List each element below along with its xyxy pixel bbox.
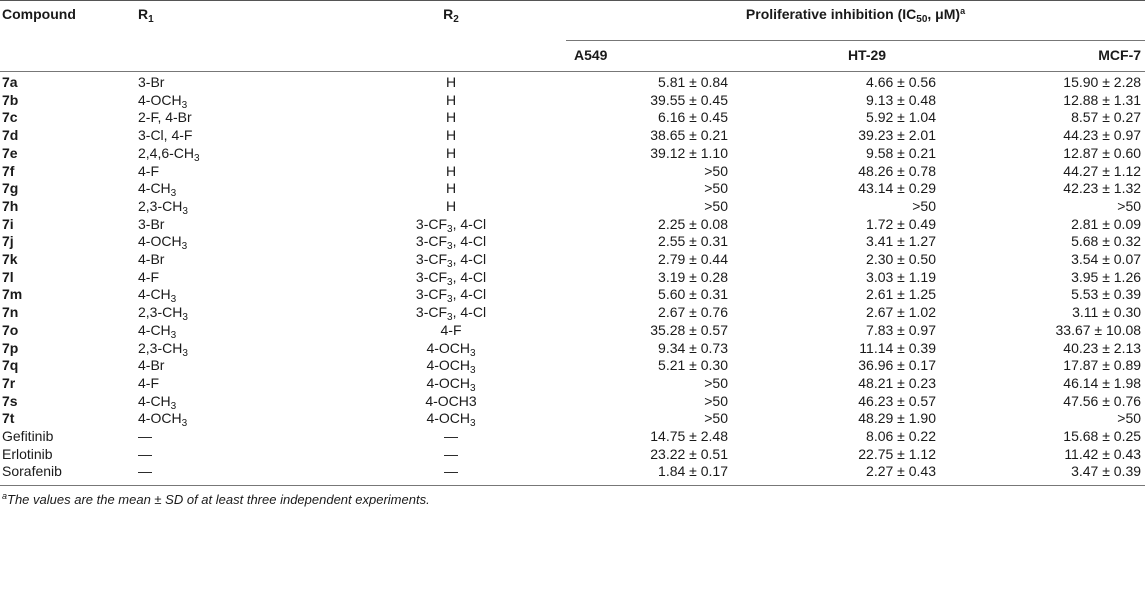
cell-r1 bbox=[136, 109, 336, 127]
cell-r2 bbox=[336, 269, 566, 287]
cell-r1 bbox=[136, 304, 336, 322]
cell-mcf7: 15.68 ± 0.25 bbox=[1063, 428, 1142, 445]
table-row bbox=[0, 72, 1145, 92]
r1-sub: 1 bbox=[148, 14, 154, 25]
r2-text: 3-CF bbox=[415, 233, 448, 250]
cell-r2 bbox=[336, 393, 566, 411]
r1-subscript: 3 bbox=[182, 312, 188, 324]
r1-subscript: 3 bbox=[170, 294, 177, 306]
r1-text: 4-CH bbox=[138, 286, 171, 303]
cell-a549: 9.34 ± 0.73 bbox=[658, 339, 728, 356]
cell-r2 bbox=[336, 233, 566, 251]
cell-mcf7: >50 bbox=[1117, 197, 1142, 214]
cell-r2 bbox=[336, 428, 566, 446]
table-row bbox=[0, 463, 1145, 485]
cell-r1 bbox=[136, 180, 336, 198]
r1-text: 2,3-CH bbox=[138, 339, 183, 356]
table-row bbox=[0, 92, 1145, 110]
cell-compound: 7b bbox=[2, 91, 19, 108]
table-row bbox=[0, 340, 1145, 358]
table-row bbox=[0, 446, 1145, 464]
cell-mcf7: 44.27 ± 1.12 bbox=[1063, 162, 1142, 179]
r2-text: 4-F bbox=[440, 321, 462, 338]
cell-r1 bbox=[136, 322, 336, 340]
cell-ht29: 3.41 ± 1.27 bbox=[866, 233, 936, 250]
cell-mcf7: 5.68 ± 0.32 bbox=[1071, 233, 1142, 250]
r2-text: , 4-Cl bbox=[452, 268, 487, 285]
cell-a549: >50 bbox=[704, 197, 728, 214]
cell-ht29: 48.26 ± 0.78 bbox=[858, 162, 936, 179]
cell-a549: >50 bbox=[704, 410, 728, 427]
table-row bbox=[0, 233, 1145, 251]
table-footnote bbox=[0, 492, 1145, 507]
cell-compound: Erlotinib bbox=[2, 445, 53, 462]
cell-r2 bbox=[336, 72, 566, 92]
table-row bbox=[0, 145, 1145, 163]
table-row bbox=[0, 322, 1145, 340]
cell-compound: 7t bbox=[2, 410, 15, 427]
r2-text: , 4-Cl bbox=[452, 286, 487, 303]
table-row bbox=[0, 180, 1145, 198]
r2-text: 3-CF bbox=[415, 304, 448, 321]
cell-compound: 7r bbox=[2, 374, 16, 391]
r1-text: 2,4,6-CH bbox=[138, 144, 195, 161]
cell-r2 bbox=[336, 304, 566, 322]
r2-subscript: 3 bbox=[447, 294, 453, 306]
r2-text: 4-OCH3 bbox=[425, 392, 477, 409]
cell-mcf7: >50 bbox=[1117, 410, 1142, 427]
cell-mcf7: 3.95 ± 1.26 bbox=[1071, 268, 1142, 285]
table-header bbox=[0, 1, 1145, 72]
r1-text: 4-CH bbox=[138, 321, 171, 338]
cell-r1 bbox=[136, 145, 336, 163]
cell-ht29: 48.21 ± 0.23 bbox=[858, 374, 936, 391]
cell-r2 bbox=[336, 163, 566, 181]
cell-r2 bbox=[336, 322, 566, 340]
r1-text: 4-OCH bbox=[138, 410, 182, 427]
r1-text: 4-CH bbox=[138, 180, 171, 197]
cell-compound: 7s bbox=[2, 392, 18, 409]
cell-r1 bbox=[136, 340, 336, 358]
r2-text: — bbox=[444, 445, 458, 462]
cell-compound: 7g bbox=[2, 180, 19, 197]
col-header-r1 bbox=[136, 1, 336, 72]
cell-ht29: 2.30 ± 0.50 bbox=[866, 251, 936, 268]
cell-mcf7: 3.47 ± 0.39 bbox=[978, 463, 1145, 485]
cell-r1 bbox=[136, 269, 336, 287]
table-row bbox=[0, 127, 1145, 145]
cell-mcf7: 8.57 ± 0.27 bbox=[1071, 109, 1142, 126]
r2-base: R bbox=[443, 6, 454, 22]
r2-text: 3-CF bbox=[415, 215, 448, 232]
span-header-pre: Proliferative inhibition (IC bbox=[745, 6, 917, 22]
cell-r2 bbox=[336, 251, 566, 269]
r2-subscript: 3 bbox=[447, 312, 453, 324]
cell-r2 bbox=[336, 357, 566, 375]
r1-text: 2,3-CH bbox=[138, 197, 183, 214]
r2-text: H bbox=[445, 197, 457, 214]
cell-compound: 7o bbox=[2, 321, 19, 338]
cell-ht29: 39.23 ± 2.01 bbox=[858, 127, 936, 144]
r2-text: 3-CF bbox=[415, 268, 448, 285]
cell-mcf7: 42.23 ± 1.32 bbox=[1063, 180, 1142, 197]
r2-subscript: 3 bbox=[447, 241, 453, 253]
cell-r1 bbox=[136, 375, 336, 393]
cell-compound: 7n bbox=[2, 304, 19, 321]
cell-a549: 1.84 ± 0.17 bbox=[566, 463, 756, 485]
cell-compound: 7a bbox=[2, 74, 18, 90]
cell-mcf7: 3.54 ± 0.07 bbox=[1071, 251, 1142, 268]
cell-mcf7: 15.90 ± 2.28 bbox=[1063, 74, 1142, 90]
cell-r2 bbox=[336, 145, 566, 163]
cell-a549: 6.16 ± 0.45 bbox=[658, 109, 728, 126]
r2-subscript: 3 bbox=[447, 223, 453, 235]
r2-text: — bbox=[444, 428, 458, 445]
cell-r1 bbox=[136, 428, 336, 446]
col-header-r2 bbox=[336, 1, 566, 72]
cell-mcf7: 12.88 ± 1.31 bbox=[1063, 91, 1142, 108]
r1-text: 4-F bbox=[138, 162, 159, 179]
cell-r1 bbox=[136, 410, 336, 428]
r1-text: 4-CH bbox=[138, 392, 171, 409]
r2-text: 4-OCH bbox=[426, 339, 470, 356]
cell-r1 bbox=[136, 393, 336, 411]
cell-r1 bbox=[136, 233, 336, 251]
r2-text: H bbox=[445, 109, 457, 126]
cell-mcf7: 47.56 ± 0.76 bbox=[1063, 392, 1142, 409]
r1-text: 4-Br bbox=[138, 251, 165, 268]
cell-mcf7: 11.42 ± 0.43 bbox=[1064, 445, 1142, 462]
table-row bbox=[0, 216, 1145, 234]
cell-mcf7: 33.67 ± 10.08 bbox=[1055, 321, 1142, 338]
cell-compound: 7f bbox=[2, 162, 15, 179]
r1-text: 3-Br bbox=[138, 74, 165, 90]
cell-a549: 5.81 ± 0.84 bbox=[658, 74, 728, 90]
r2-subscript: 3 bbox=[447, 276, 453, 288]
table-row bbox=[0, 286, 1145, 304]
cell-mcf7: 5.53 ± 0.39 bbox=[1071, 286, 1142, 303]
r2-subscript: 3 bbox=[447, 259, 453, 271]
r2-text: , 4-Cl bbox=[452, 304, 487, 321]
r1-text: 3-Br bbox=[138, 215, 165, 232]
table-row bbox=[0, 198, 1145, 216]
cell-r1 bbox=[136, 357, 336, 375]
cell-r1 bbox=[136, 216, 336, 234]
cell-r2 bbox=[336, 286, 566, 304]
cell-r2 bbox=[336, 198, 566, 216]
cell-r1 bbox=[136, 446, 336, 464]
table-row bbox=[0, 163, 1145, 181]
r1-subscript: 3 bbox=[170, 400, 177, 412]
cell-compound: 7e bbox=[2, 144, 18, 161]
col-header-proliferative-inhibition bbox=[566, 1, 1145, 41]
r2-text: 4-OCH bbox=[426, 410, 470, 427]
r1-subscript: 3 bbox=[181, 418, 188, 430]
cell-compound: 7p bbox=[2, 339, 19, 356]
cell-a549: 2.55 ± 0.31 bbox=[658, 233, 728, 250]
cell-compound: 7i bbox=[2, 215, 14, 232]
cell-r1 bbox=[136, 92, 336, 110]
span-header-sub: 50 bbox=[916, 14, 928, 25]
r2-subscript: 3 bbox=[470, 418, 476, 430]
cell-ht29: 36.96 ± 0.17 bbox=[858, 357, 936, 374]
cell-compound: 7k bbox=[2, 251, 18, 268]
cell-compound: Sorafenib bbox=[0, 463, 136, 485]
r2-text: 4-OCH bbox=[426, 374, 470, 391]
footnote-text: The values are the mean ± SD of at least three independent experiments. bbox=[7, 492, 430, 508]
r2-text: — bbox=[444, 463, 458, 480]
r2-text: H bbox=[445, 91, 457, 108]
r2-text: H bbox=[445, 162, 457, 179]
cell-ht29: 5.92 ± 1.04 bbox=[866, 109, 936, 126]
cell-ht29: 1.72 ± 0.49 bbox=[866, 215, 936, 232]
cell-ht29: 3.03 ± 1.19 bbox=[866, 268, 936, 285]
cell-ht29: 9.13 ± 0.48 bbox=[866, 91, 936, 108]
r2-subscript: 3 bbox=[470, 382, 476, 394]
cell-r2 bbox=[336, 92, 566, 110]
cell-ht29: 4.66 ± 0.56 bbox=[866, 74, 936, 90]
cell-a549: 5.60 ± 0.31 bbox=[658, 286, 728, 303]
cell-r2 bbox=[336, 340, 566, 358]
cell-r1 bbox=[136, 72, 336, 92]
r1-subscript: 3 bbox=[182, 347, 188, 359]
col-header-compound: Compound bbox=[0, 1, 136, 72]
cell-r1 bbox=[136, 198, 336, 216]
cell-ht29: 46.23 ± 0.57 bbox=[858, 392, 936, 409]
cell-r1 bbox=[136, 127, 336, 145]
cell-compound: 7d bbox=[2, 127, 19, 144]
r1-subscript: 3 bbox=[170, 329, 177, 341]
table-row bbox=[0, 375, 1145, 393]
cell-mcf7: 44.23 ± 0.97 bbox=[1063, 127, 1142, 144]
r2-text: H bbox=[445, 74, 457, 90]
table-row bbox=[0, 269, 1145, 287]
r2-text: 3-CF bbox=[415, 286, 448, 303]
table-row bbox=[0, 393, 1145, 411]
cell-ht29: 9.58 ± 0.21 bbox=[866, 144, 936, 161]
r1-text: — bbox=[138, 463, 152, 480]
r1-text: 4-F bbox=[138, 374, 159, 391]
cell-mcf7: 46.14 ± 1.98 bbox=[1063, 374, 1142, 391]
cell-compound: 7h bbox=[2, 197, 19, 214]
cell-a549: >50 bbox=[704, 392, 728, 409]
r1-text: 4-Br bbox=[138, 357, 165, 374]
cell-mcf7: 3.11 ± 0.30 bbox=[1072, 304, 1142, 321]
r1-subscript: 3 bbox=[194, 152, 200, 164]
cell-a549: 38.65 ± 0.21 bbox=[650, 127, 728, 144]
cell-ht29: 11.14 ± 0.39 bbox=[859, 339, 936, 356]
header-row-1 bbox=[0, 1, 1145, 41]
r2-text: 3-CF bbox=[415, 251, 448, 268]
cell-r2 bbox=[336, 127, 566, 145]
r1-text: 2-F, 4-Br bbox=[138, 109, 192, 126]
cell-a549: 35.28 ± 0.57 bbox=[650, 321, 728, 338]
cell-ht29: 2.27 ± 0.43 bbox=[756, 463, 978, 485]
cell-r2 bbox=[336, 410, 566, 428]
cell-a549: 2.25 ± 0.08 bbox=[658, 215, 728, 232]
cell-a549: >50 bbox=[704, 374, 728, 391]
footnote-sup: a bbox=[2, 491, 8, 502]
cell-a549: >50 bbox=[704, 180, 728, 197]
col-header-mcf7: MCF-7 bbox=[978, 41, 1145, 72]
cell-ht29: 8.06 ± 0.22 bbox=[866, 428, 936, 445]
r2-text: H bbox=[445, 144, 457, 161]
r1-text: — bbox=[138, 445, 152, 462]
col-header-a549: A549 bbox=[566, 41, 756, 72]
r1-base: R bbox=[138, 6, 149, 22]
col-header-ht29: HT-29 bbox=[756, 41, 978, 72]
table-row bbox=[0, 304, 1145, 322]
cell-r2 bbox=[336, 216, 566, 234]
cell-r2 bbox=[336, 180, 566, 198]
r2-text: , 4-Cl bbox=[452, 215, 487, 232]
r1-subscript: 3 bbox=[181, 241, 188, 253]
r1-subscript: 3 bbox=[181, 99, 188, 111]
cell-ht29: 22.75 ± 1.12 bbox=[858, 445, 936, 462]
cell-mcf7: 17.87 ± 0.89 bbox=[1063, 357, 1142, 374]
cell-mcf7: 40.23 ± 2.13 bbox=[1063, 339, 1142, 356]
cell-ht29: 43.14 ± 0.29 bbox=[858, 180, 936, 197]
cell-ht29: 2.61 ± 1.25 bbox=[866, 286, 936, 303]
table-row bbox=[0, 428, 1145, 446]
cell-ht29: 7.83 ± 0.97 bbox=[866, 321, 936, 338]
cell-compound: 7m bbox=[2, 286, 23, 303]
table-row bbox=[0, 251, 1145, 269]
table-row bbox=[0, 109, 1145, 127]
cell-a549: 3.19 ± 0.28 bbox=[658, 268, 728, 285]
r2-text: , 4-Cl bbox=[452, 251, 487, 268]
cell-r1 bbox=[136, 463, 336, 485]
cell-a549: 2.67 ± 0.76 bbox=[658, 304, 728, 321]
cell-a549: >50 bbox=[704, 162, 728, 179]
cell-ht29: 2.67 ± 1.02 bbox=[866, 304, 936, 321]
r2-subscript: 3 bbox=[470, 347, 476, 359]
r2-text: , 4-Cl bbox=[452, 233, 487, 250]
r1-text: 3-Cl, 4-F bbox=[138, 127, 193, 144]
cell-compound: 7l bbox=[2, 268, 14, 285]
span-header-post: , μM) bbox=[927, 6, 961, 22]
cell-ht29: 48.29 ± 1.90 bbox=[858, 410, 936, 427]
cell-a549: 2.79 ± 0.44 bbox=[658, 251, 728, 268]
cell-r2 bbox=[336, 446, 566, 464]
r1-text: — bbox=[138, 428, 152, 445]
cell-compound: 7j bbox=[2, 233, 14, 250]
r2-text: 4-OCH bbox=[426, 357, 470, 374]
cell-a549: 39.12 ± 1.10 bbox=[650, 144, 728, 161]
table-body bbox=[0, 72, 1145, 486]
cell-r1 bbox=[136, 286, 336, 304]
cell-a549: 5.21 ± 0.30 bbox=[658, 357, 728, 374]
r1-text: 4-OCH bbox=[138, 233, 182, 250]
span-header-sup: a bbox=[960, 6, 966, 16]
cell-r2 bbox=[336, 463, 566, 485]
cell-r1 bbox=[136, 163, 336, 181]
r1-text: 2,3-CH bbox=[138, 304, 183, 321]
r1-text: 4-OCH bbox=[138, 91, 182, 108]
cell-a549: 39.55 ± 0.45 bbox=[650, 91, 728, 108]
table-row bbox=[0, 357, 1145, 375]
r1-text: 4-F bbox=[138, 268, 159, 285]
cell-mcf7: 12.87 ± 0.60 bbox=[1063, 144, 1142, 161]
cell-mcf7: 2.81 ± 0.09 bbox=[1071, 215, 1142, 232]
cell-a549: 23.22 ± 0.51 bbox=[650, 445, 728, 462]
cell-compound: 7q bbox=[2, 357, 19, 374]
r2-text: H bbox=[445, 127, 457, 144]
r1-subscript: 3 bbox=[170, 188, 177, 200]
table-row bbox=[0, 410, 1145, 428]
cell-r2 bbox=[336, 375, 566, 393]
cell-compound: 7c bbox=[2, 109, 18, 126]
r2-text: H bbox=[445, 180, 457, 197]
r2-sub: 2 bbox=[453, 14, 459, 25]
cell-compound: Gefitinib bbox=[2, 428, 54, 445]
cell-r2 bbox=[336, 109, 566, 127]
cell-ht29: >50 bbox=[912, 197, 936, 214]
cell-r1 bbox=[136, 251, 336, 269]
cell-a549: 14.75 ± 2.48 bbox=[650, 428, 728, 445]
r1-subscript: 3 bbox=[182, 205, 188, 217]
r2-subscript: 3 bbox=[470, 365, 476, 377]
